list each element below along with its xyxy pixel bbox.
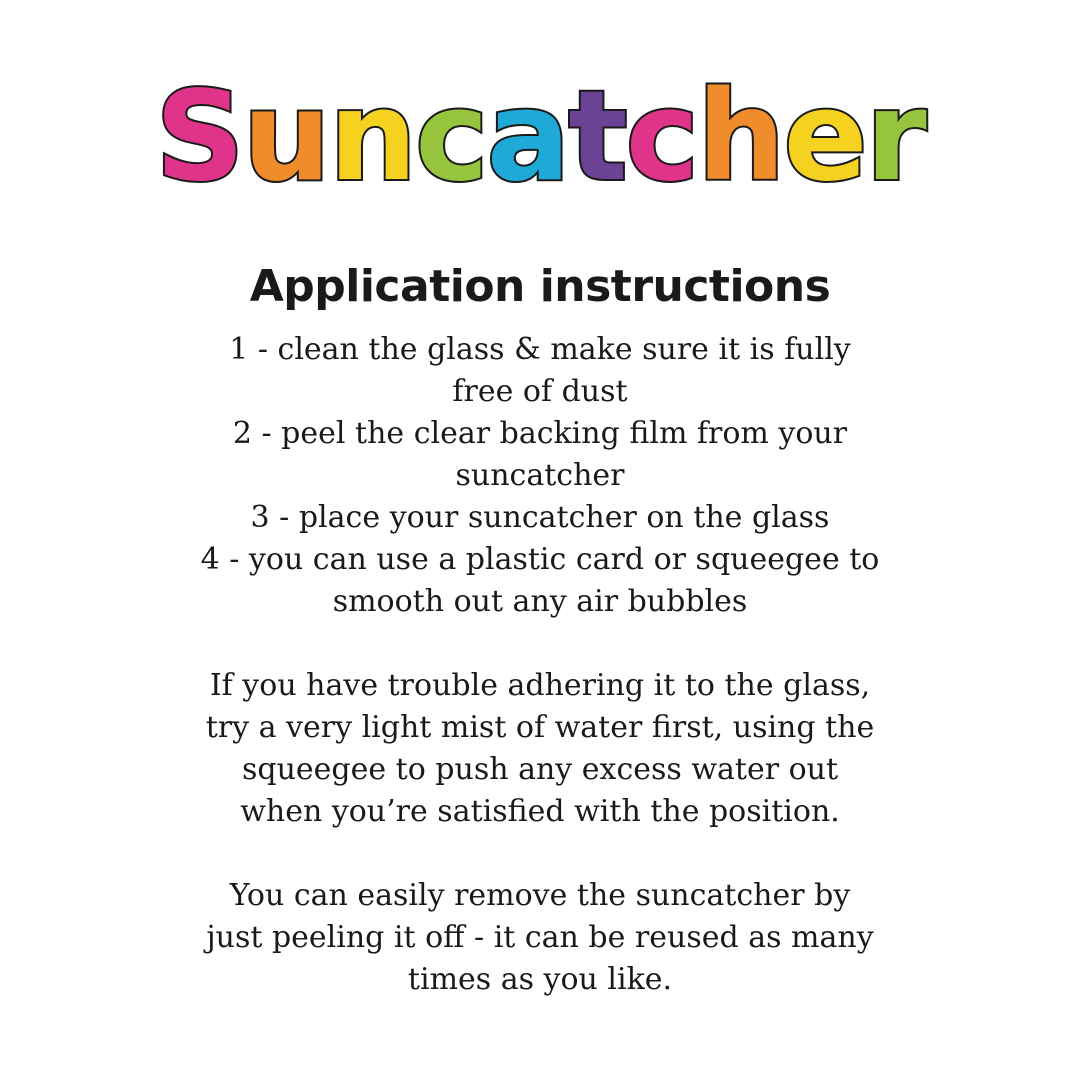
title-letter: n	[328, 65, 416, 209]
paragraph-line: If you have trouble adhering it to the glass,	[209, 668, 871, 703]
adhesion-tip-paragraph	[140, 665, 940, 833]
step-line: suncatcher	[455, 458, 625, 493]
step-line: 3 - place your suncatcher on the glass	[250, 500, 830, 535]
step-line: 2 - peel the clear backing film from your	[232, 416, 848, 451]
paragraph-line: try a very light mist of water first, using the	[205, 710, 875, 745]
step-line: 1 - clean the glass & make sure it is fully	[229, 332, 851, 367]
application-instructions-heading: Application instructions	[249, 261, 831, 312]
title-letter: c	[415, 65, 487, 209]
removal-paragraph	[140, 875, 940, 1001]
title-letter: c	[625, 65, 698, 209]
steps-list	[140, 329, 940, 623]
title-letter: r	[865, 65, 925, 209]
paragraph-line: You can easily remove the suncatcher by	[229, 878, 851, 913]
title-letter: e	[783, 65, 866, 209]
title-letter: t	[568, 65, 626, 209]
step-line: free of dust	[452, 374, 628, 409]
title-letter: h	[697, 65, 784, 209]
paragraph-line: times as you like.	[407, 962, 673, 997]
title-letter: a	[486, 65, 569, 209]
paragraph-line: when you’re satisfied with the position.	[240, 794, 840, 829]
step-line: smooth out any air bubbles	[332, 584, 748, 619]
step-line: 4 - you can use a plastic card or squeegee to	[200, 542, 880, 577]
paragraph-line: just peeling it off - it can be reused as many	[206, 920, 874, 955]
title-letter: S	[155, 65, 243, 209]
suncatcher-title	[0, 62, 1080, 212]
paragraph-line: squeegee to push any excess water out	[241, 752, 839, 787]
title-letter: u	[242, 65, 329, 209]
